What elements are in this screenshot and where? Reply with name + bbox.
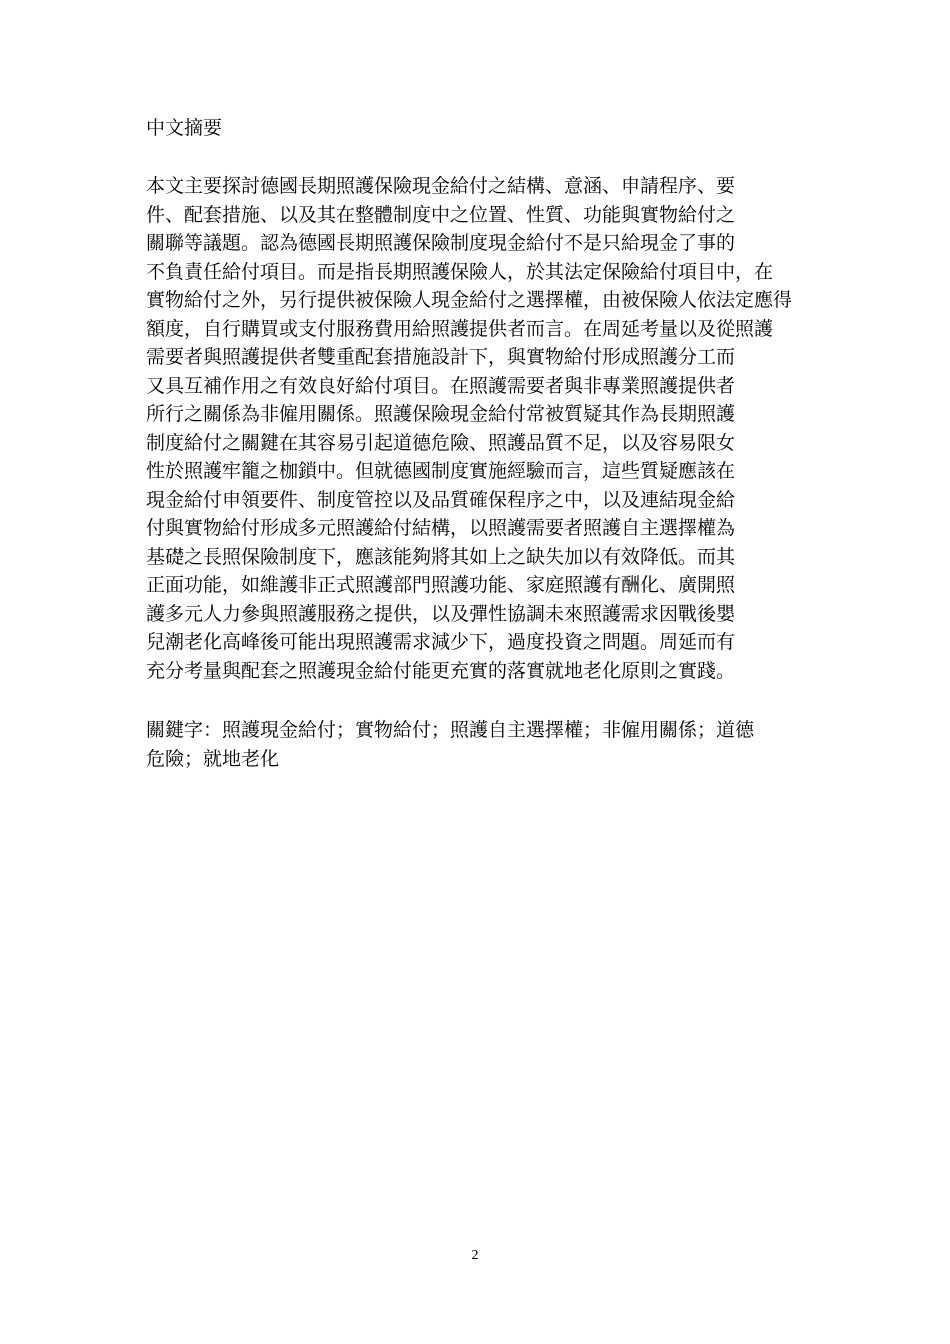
abstract-body [146,172,806,685]
abstract-line: 本文主要探討德國長期照護保險現金給付之結構、意涵、申請程序、要 [146,175,736,197]
abstract-line: 額度，自行購買或支付服務費用給照護提供者而言。在周延考量以及從照護 [146,317,774,340]
abstract-line: 性於照護牢籠之枷鎖中。但就德國制度實施經驗而言，這些質疑應該在 [146,460,736,482]
page-number: 2 [471,1248,479,1263]
abstract-line: 又具互補作用之有效良好給付項目。在照護需要者與非專業照護提供者 [146,374,736,397]
abstract-line: 正面功能，如維護非正式照護部門照護功能、家庭照護有酬化、廣開照 [146,574,736,596]
keywords-line: 關鍵字：照護現金給付；實物給付；照護自主選擇權；非僱用關係；道德 [146,719,755,741]
keywords-line: 危險；就地老化 [146,747,280,770]
abstract-line: 護多元人力參與照護服務之提供，以及彈性協調未來照護需求因戰後嬰 [146,602,736,625]
keywords-paragraph [146,716,806,773]
abstract-line: 需要者與照護提供者雙重配套措施設計下，與實物給付形成照護分工而 [146,346,736,368]
abstract-line: 付與實物給付形成多元照護給付結構，以照護需要者照護自主選擇權為 [146,517,736,539]
abstract-line: 所行之關係為非僱用關係。照護保險現金給付常被質疑其作為長期照護 [146,403,736,425]
abstract-line: 件、配套措施、以及其在整體制度中之位置、性質、功能與實物給付之 [146,203,736,226]
abstract-line: 現金給付申領要件、制度管控以及品質確保程序之中，以及連結現金給 [146,488,736,511]
abstract-line: 實物給付之外，另行提供被保險人現金給付之選擇權，由被保險人依法定應得 [146,289,793,311]
abstract-line: 不負責任給付項目。而是指長期照護保險人，於其法定保險給付項目中，在 [146,260,774,283]
abstract-heading: 中文摘要 [146,117,223,139]
abstract-line: 制度給付之關鍵在其容易引起道德危險、照護品質不足，以及容易限女 [146,431,736,454]
abstract-line: 關聯等議題。認為德國長期照護保險制度現金給付不是只給現金了事的 [146,232,736,254]
abstract-line: 基礎之長照保險制度下，應該能夠將其如上之缺失加以有效降低。而其 [146,545,736,568]
abstract-line: 充分考量與配套之照護現金給付能更充實的落實就地老化原則之實踐。 [146,659,736,682]
abstract-line: 兒潮老化高峰後可能出現照護需求減少下，過度投資之問題。周延而有 [146,631,736,653]
